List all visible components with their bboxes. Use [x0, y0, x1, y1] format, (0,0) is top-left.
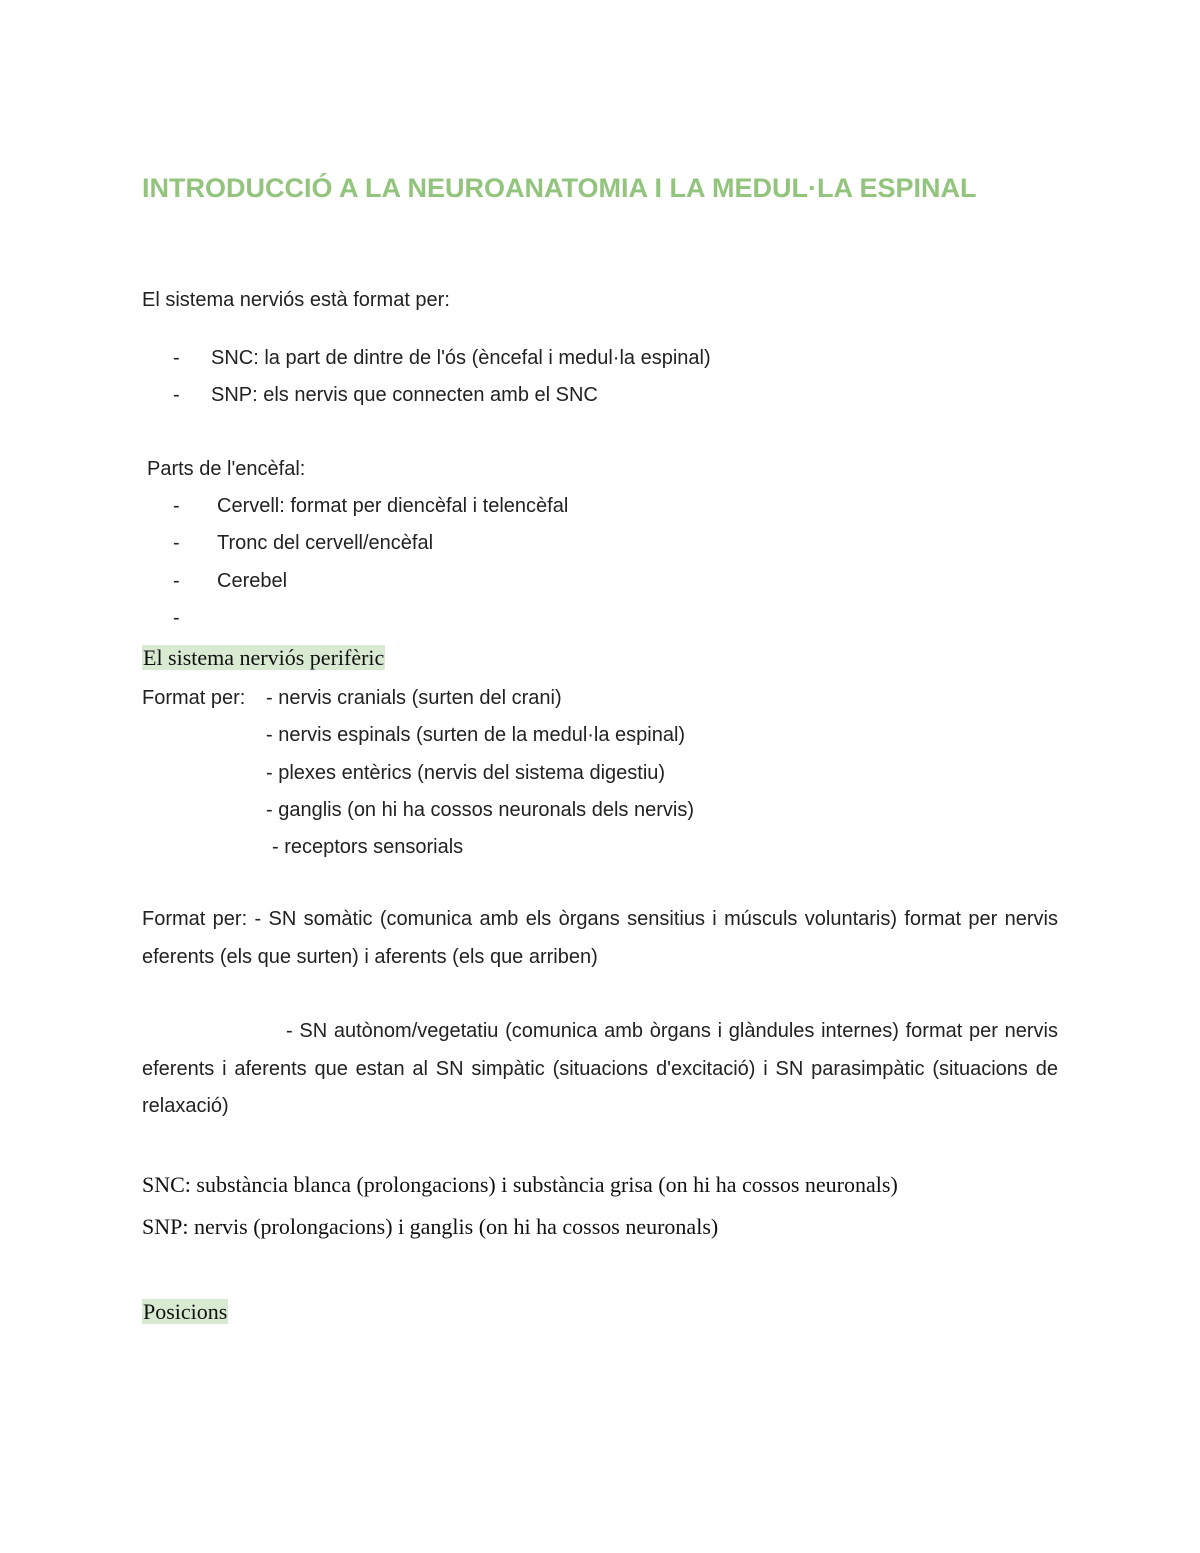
- list-dash: -: [173, 532, 180, 554]
- list-dash: -: [173, 607, 180, 629]
- format-item: - nervis cranials (surten del crani): [266, 687, 562, 709]
- list-item: Tronc del cervell/encèfal: [217, 532, 434, 554]
- section-heading-positions: Posicions: [143, 1299, 228, 1324]
- document-title: INTRODUCCIÓ A LA NEUROANATOMIA I LA MEDUL·LA ESPINAL: [142, 173, 977, 203]
- list-item: Cerebel: [217, 570, 288, 592]
- parts-heading: Parts de l'encèfal:: [147, 458, 306, 480]
- list-item: SNC: la part de dintre de l'ós (èncefal i medul·la espinal): [211, 347, 711, 369]
- format-item: - nervis espinals (surten de la medul·la espinal): [266, 724, 686, 746]
- section-heading-snp: El sistema nerviós perifèric: [143, 645, 385, 670]
- format-label: Format per:: [142, 687, 246, 709]
- snp-summary: SNP: nervis (prolongacions) i ganglis (on hi ha cossos neuronals): [142, 1214, 719, 1239]
- list-dash: -: [173, 495, 180, 517]
- paragraph-autonomic: - SN autònom/vegetatiu (comunica amb òrgans i glàndules internes) format per nervis eferents i aferents que estan al SN simpàtic (situacions d'excitació) i SN parasimpàtic (situacions de relaxació): [142, 1020, 1058, 1117]
- format-item: - receptors sensorials: [272, 836, 464, 858]
- list-dash: -: [173, 384, 180, 406]
- format-item: - ganglis (on hi ha cossos neuronals dels nervis): [266, 799, 694, 821]
- format-item: - plexes entèrics (nervis del sistema digestiu): [266, 762, 666, 784]
- list-dash: -: [173, 347, 180, 369]
- list-dash: -: [173, 570, 180, 592]
- intro-text: El sistema nerviós està format per:: [142, 289, 450, 311]
- list-item: Cervell: format per diencèfal i telencèfal: [217, 495, 569, 517]
- list-item: SNP: els nervis que connecten amb el SNC: [211, 384, 598, 406]
- paragraph-somatic: Format per: - SN somàtic (comunica amb els òrgans sensitius i músculs voluntaris) format per nervis eferents (els que surten) i aferents (els que arriben): [142, 908, 1058, 968]
- snc-summary: SNC: substància blanca (prolongacions) i substància grisa (on hi ha cossos neuronals): [142, 1172, 898, 1197]
